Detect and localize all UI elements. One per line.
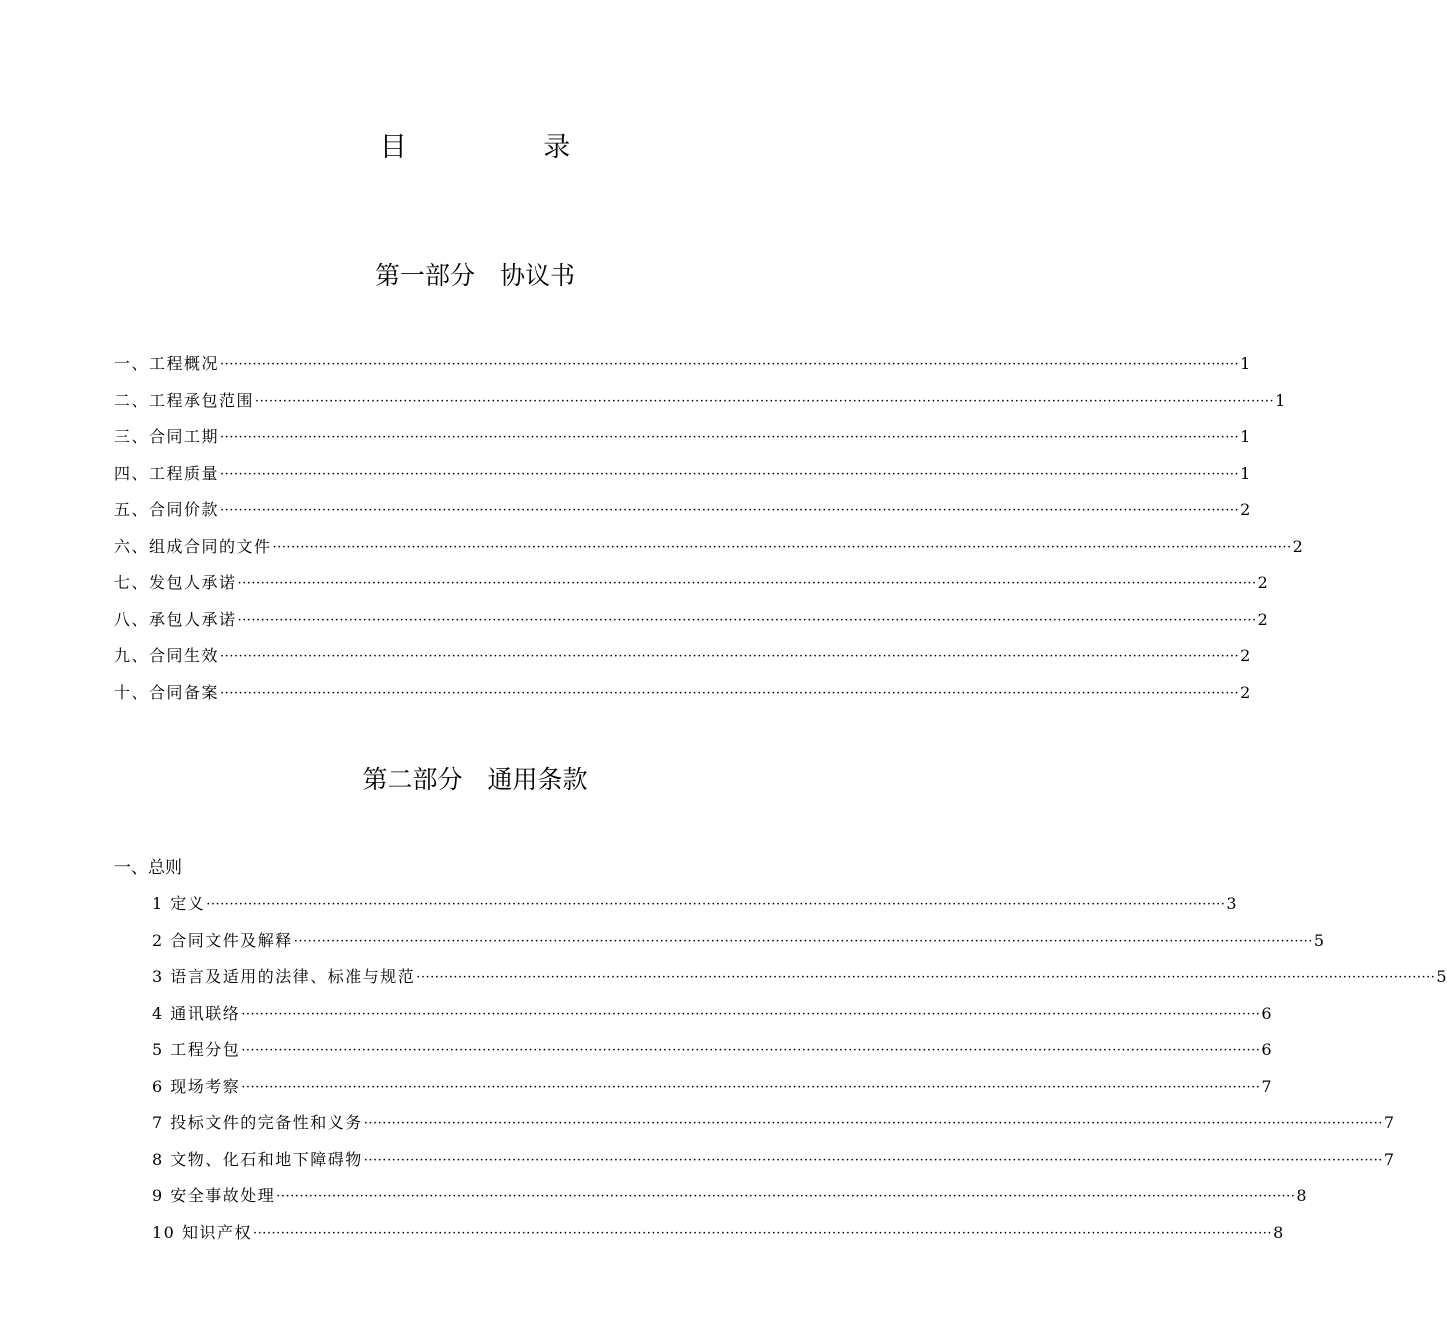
toc-leader-dots: ···························································································································································································································· (293, 933, 1313, 949)
toc-entry-page: 1 (1240, 463, 1251, 483)
toc-entry-page: 2 (1257, 609, 1268, 629)
toc-entry[interactable] (152, 1040, 1272, 1060)
toc-entry-page: 8 (1296, 1186, 1307, 1205)
toc-entry-label: 4 通讯联络 (152, 1003, 241, 1023)
toc-entry-label: 九、合同生效 (114, 646, 220, 665)
toc-leader-dots: ···························································································································································································································· (206, 897, 1226, 912)
toc-entry-label: 3 语言及适用的法律、标准与规范 (152, 967, 416, 986)
toc-entry-page: 2 (1240, 682, 1251, 702)
toc-entry[interactable] (114, 682, 1251, 703)
toc-entry[interactable] (114, 390, 1286, 411)
toc-leader-dots: ···························································································································································································································· (416, 970, 1436, 985)
toc-entry-label: 三、合同工期 (114, 427, 220, 446)
toc-entry-page: 3 (1226, 894, 1237, 913)
toc-leader-dots: ···························································································································································································································· (252, 1225, 1273, 1241)
toc-entry-label: 8 文物、化石和地下障碍物 (152, 1149, 363, 1169)
toc-entry[interactable] (152, 1113, 1395, 1133)
toc-leader-dots: ···························································································································································································································· (241, 1079, 1261, 1095)
toc-entry-label: 5 工程分包 (152, 1040, 241, 1059)
toc-entry-page: 6 (1261, 1003, 1272, 1023)
toc-entry[interactable] (114, 500, 1251, 520)
toc-entry-page: 2 (1257, 573, 1268, 592)
toc-entry-label: 二、工程承包范围 (114, 390, 255, 410)
toc-entry-label: 7 投标文件的完备性和义务 (152, 1113, 363, 1132)
toc-entry-label: 一、工程概况 (114, 354, 220, 373)
toc-entry[interactable] (152, 1003, 1272, 1024)
toc-entry-page: 8 (1273, 1222, 1284, 1242)
toc-leader-dots: ···························································································································································································································· (220, 466, 1240, 482)
toc-entry[interactable] (152, 894, 1237, 914)
toc-entry-page: 2 (1240, 500, 1251, 519)
section-heading-general: 一、总则 (114, 858, 182, 878)
toc-entry-page: 2 (1292, 536, 1303, 556)
toc-leader-dots: ···························································································································································································································· (241, 1006, 1261, 1022)
toc-leader-dots: ···························································································································································································································· (363, 1152, 1383, 1168)
toc-entry-page: 2 (1240, 646, 1251, 665)
toc-entry-page: 6 (1261, 1040, 1272, 1059)
toc-entry-page: 1 (1240, 354, 1251, 373)
toc-entry[interactable] (114, 536, 1303, 557)
toc-entry-label: 八、承包人承诺 (114, 609, 237, 629)
part1-heading: 第一部分 协议书 (374, 261, 575, 290)
toc-leader-dots: ···························································································································································································································· (220, 649, 1240, 664)
toc-entry-page: 5 (1313, 930, 1325, 950)
toc-leader-dots: ···························································································································································································································· (363, 1116, 1383, 1131)
toc-leader-dots: ···························································································································································································································· (220, 685, 1240, 701)
toc-entry-page: 7 (1383, 1113, 1395, 1132)
toc-leader-dots: ···························································································································································································································· (272, 539, 1292, 555)
toc-entry[interactable] (114, 463, 1251, 484)
toc-leader-dots: ···························································································································································································································· (220, 357, 1240, 372)
toc-entry[interactable] (152, 1222, 1284, 1243)
toc-entry-page: 1 (1240, 427, 1251, 446)
toc-entry-label: 2 合同文件及解释 (152, 930, 293, 950)
toc-leader-dots: ···························································································································································································································· (220, 503, 1240, 518)
toc-leader-dots: ···························································································································································································································· (276, 1189, 1296, 1204)
toc-entry-page: 1 (1275, 390, 1286, 410)
toc-entry[interactable] (152, 1149, 1395, 1170)
toc-entry[interactable] (114, 646, 1251, 666)
toc-leader-dots: ···························································································································································································································· (237, 612, 1257, 628)
toc-leader-dots: ···························································································································································································································· (237, 576, 1257, 591)
toc-entry-label: 10 知识产权 (152, 1222, 252, 1242)
toc-leader-dots: ···························································································································································································································· (220, 430, 1240, 445)
toc-entry-label: 十、合同备案 (114, 682, 220, 702)
toc-entry[interactable] (114, 573, 1268, 593)
toc-entry-label: 五、合同价款 (114, 500, 220, 519)
toc-part2-list (152, 894, 1447, 1259)
toc-entry[interactable] (114, 354, 1251, 374)
toc-entry[interactable] (114, 427, 1251, 447)
toc-leader-dots: ···························································································································································································································· (241, 1043, 1261, 1058)
toc-entry[interactable] (152, 967, 1447, 987)
toc-entry[interactable] (152, 1186, 1307, 1206)
toc-entry-label: 6 现场考察 (152, 1076, 241, 1096)
toc-entry[interactable] (114, 609, 1268, 630)
toc-entry-label: 四、工程质量 (114, 463, 220, 483)
toc-title: 目 录 (379, 132, 635, 163)
toc-entry[interactable] (152, 1076, 1272, 1097)
toc-entry-label: 9 安全事故处理 (152, 1186, 276, 1205)
toc-part1-list (114, 354, 1303, 719)
toc-entry-label: 七、发包人承诺 (114, 573, 237, 592)
toc-entry-page: 5 (1436, 967, 1447, 986)
toc-leader-dots: ···························································································································································································································· (255, 393, 1275, 409)
toc-entry[interactable] (152, 930, 1325, 951)
toc-entry-label: 六、组成合同的文件 (114, 536, 272, 556)
toc-entry-page: 7 (1383, 1149, 1395, 1169)
toc-entry-label: 1 定义 (152, 894, 206, 913)
toc-entry-page: 7 (1261, 1076, 1272, 1096)
part2-heading: 第二部分 通用条款 (362, 765, 588, 794)
